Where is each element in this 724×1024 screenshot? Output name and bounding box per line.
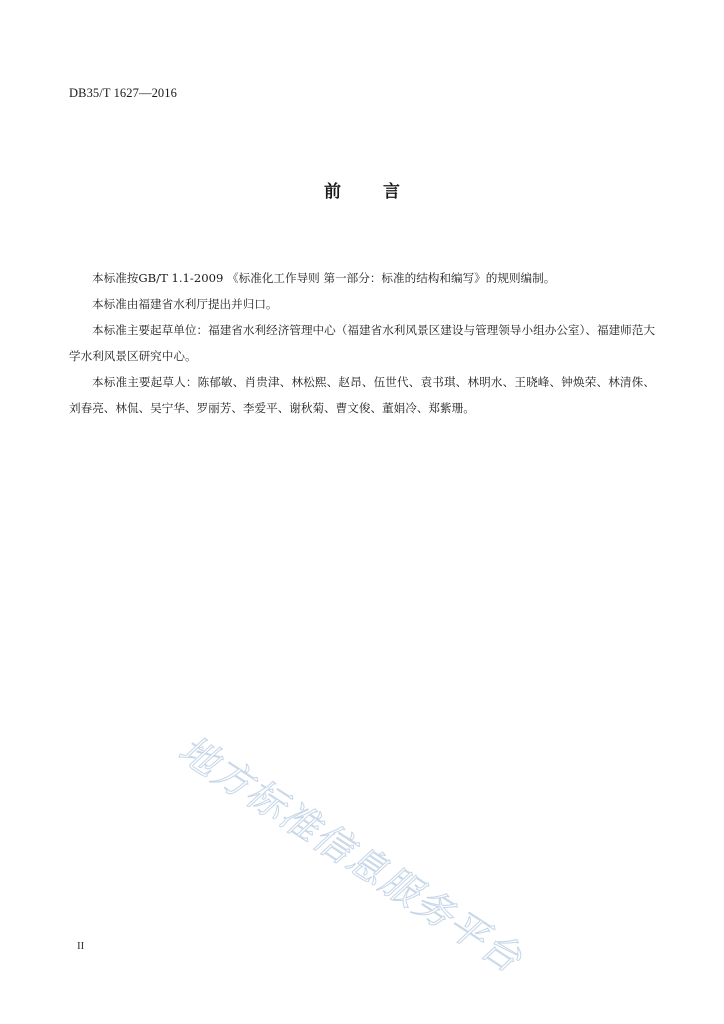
preface-body [69,265,655,421]
watermark: 地方标准信息服务平台 [171,726,531,982]
paragraph-drafting-units: 本标准主要起草单位：福建省水利经济管理中心（福建省水利风景区建设与管理领导小组办公室）、福建师范大学水利风景区研究中心。 [69,323,655,363]
title-char-2: 言 [383,182,400,202]
title-char-1: 前 [324,182,341,202]
page-title [0,177,724,202]
page-number: II [77,940,85,952]
paragraph-drafting-rules: 本标准按GB/T 1.1-2009 《标准化工作导则 第一部分：标准的结构和编写》的规则编制。 [92,271,556,285]
paragraph-drafters: 本标准主要起草人：陈郁敏、肖贵津、林松熙、赵昂、伍世代、袁书琪、林明水、王晓峰、钟焕荣、林清侏、刘春亮、林侃、吴宁华、罗丽芳、李爱平、谢秋菊、曹文俊、董娟冷、郑紫珊。 [69,375,655,415]
document-code: DB35/T 1627—2016 [69,86,177,100]
paragraph-proposer: 本标准由福建省水利厅提出并归口。 [92,297,278,311]
